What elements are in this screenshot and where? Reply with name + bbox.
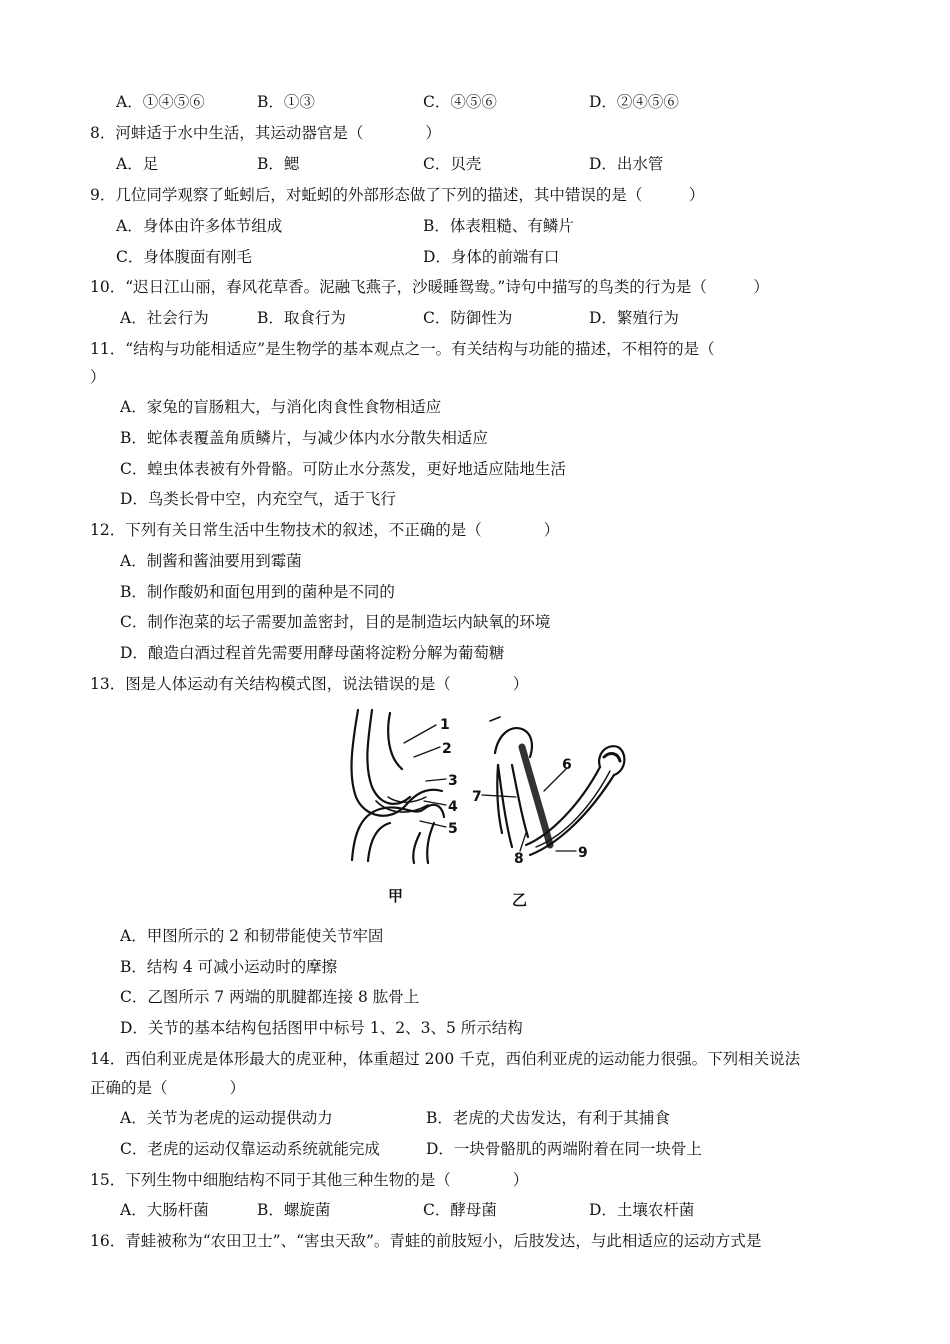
q10-option-c: C．防御性为 [423,309,513,327]
q7-option-d: D．②④⑤⑥ [589,93,679,111]
q14-option-d: D．一块骨骼肌的两端附着在同一块骨上 [426,1140,702,1158]
q9-option-b: B．体表粗糙、有鳞片 [423,217,574,235]
fig-number-4: 4 [448,799,458,815]
fig-number-8: 8 [514,851,524,867]
q12-option-d: D．酿造白酒过程首先需要用酵母菌将淀粉分解为葡萄糖 [120,644,505,662]
q15-stem: 15．下列生物中细胞结构不同于其他三种生物的是（ ） [90,1171,529,1189]
q9-option-d: D．身体的前端有口 [423,248,560,266]
q12-option-a: A．制酱和酱油要用到霉菌 [120,552,302,570]
q13-figure [330,705,630,915]
q11-stem-line1: 11．“结构与功能相适应”是生物学的基本观点之一。有关结构与功能的描述，不相符的是（ [90,340,715,358]
q14-stem-line1: 14．西伯利亚虎是体形最大的虎亚种，体重超过 200 千克，西伯利亚虎的运动能力很强。下列相关说法 [90,1050,801,1068]
q14-stem-line2: 正确的是（ ） [90,1079,246,1097]
q10-option-a: A．社会行为 [120,309,209,327]
q13-option-b: B．结构 4 可减小运动时的摩擦 [120,958,338,976]
q11-option-a: A．家兔的盲肠粗大，与消化肉食性食物相适应 [120,398,442,416]
joint-muscle-diagram [330,705,630,915]
q9-option-c: C．身体腹面有刚毛 [116,248,252,266]
q7-option-c: C．④⑤⑥ [423,93,497,111]
fig-number-9: 9 [578,845,588,861]
q16-stem-line1: 16．青蛙被称为“农田卫士”、“害虫天敌”。青蛙的前肢短小，后肢发达，与此相适应的运动方式是 [90,1232,762,1250]
q9-option-a: A．身体由许多体节组成 [116,217,283,235]
q14-option-a: A．关节为老虎的运动提供动力 [120,1109,333,1127]
q11-option-c: C．蝗虫体表被有外骨骼。可防止水分蒸发，更好地适应陆地生活 [120,460,566,478]
q15-option-c: C．酵母菌 [423,1201,497,1219]
q8-option-d: D．出水管 [589,155,664,173]
fig-number-3: 3 [448,773,458,789]
q13-stem: 13．图是人体运动有关结构模式图，说法错误的是（ ） [90,675,529,693]
q11-option-b: B．蛇体表覆盖角质鳞片，与减少体内水分散失相适应 [120,429,488,447]
q13-option-a: A．甲图所示的 2 和韧带能使关节牢固 [120,927,384,945]
q10-stem: 10．“迟日江山丽，春风花草香。泥融飞燕子，沙暖睡鸳鸯。”诗句中描写的鸟类的行为是（ ） [90,278,769,296]
q8-option-a: A．足 [116,155,159,173]
q8-option-c: C．贝壳 [423,155,482,173]
fig-number-1: 1 [440,717,450,733]
q12-option-c: C．制作泡菜的坛子需要加盖密封，目的是制造坛内缺氧的环境 [120,613,551,631]
fig-label-yi: 乙 [512,891,528,909]
q10-option-d: D．繁殖行为 [589,309,679,327]
q7-option-b: B．①③ [257,93,315,111]
fig-number-7: 7 [472,789,482,805]
fig-number-5: 5 [448,821,458,837]
fig-number-2: 2 [442,741,452,757]
q14-option-c: C．老虎的运动仅靠运动系统就能完成 [120,1140,380,1158]
q8-option-b: B．鳃 [257,155,300,173]
q13-option-c: C．乙图所示 7 两端的肌腱都连接 8 肱骨上 [120,988,420,1006]
q8-stem: 8．河蚌适于水中生活，其运动器官是（ ） [90,124,441,142]
q15-option-d: D．土壤农杆菌 [589,1201,695,1219]
q7-option-a: A．①④⑤⑥ [116,93,205,111]
q12-option-b: B．制作酸奶和面包用到的菌种是不同的 [120,583,395,601]
q10-option-b: B．取食行为 [257,309,346,327]
q15-option-a: A．大肠杆菌 [120,1201,209,1219]
q15-option-b: B．螺旋菌 [257,1201,331,1219]
q12-stem: 12．下列有关日常生活中生物技术的叙述，不正确的是（ ） [90,521,560,539]
fig-label-jia: 甲 [388,887,404,905]
q14-option-b: B．老虎的犬齿发达，有利于其捕食 [426,1109,670,1127]
fig-number-6: 6 [562,757,572,773]
q11-option-d: D．鸟类长骨中空，内充空气，适于飞行 [120,490,396,508]
q9-stem: 9．几位同学观察了蚯蚓后，对蚯蚓的外部形态做了下列的描述，其中错误的是（ ） [90,186,705,204]
q11-stem-line2: ） [90,368,106,386]
q13-option-d: D．关节的基本结构包括图甲中标号 1、2、3、5 所示结构 [120,1019,523,1037]
